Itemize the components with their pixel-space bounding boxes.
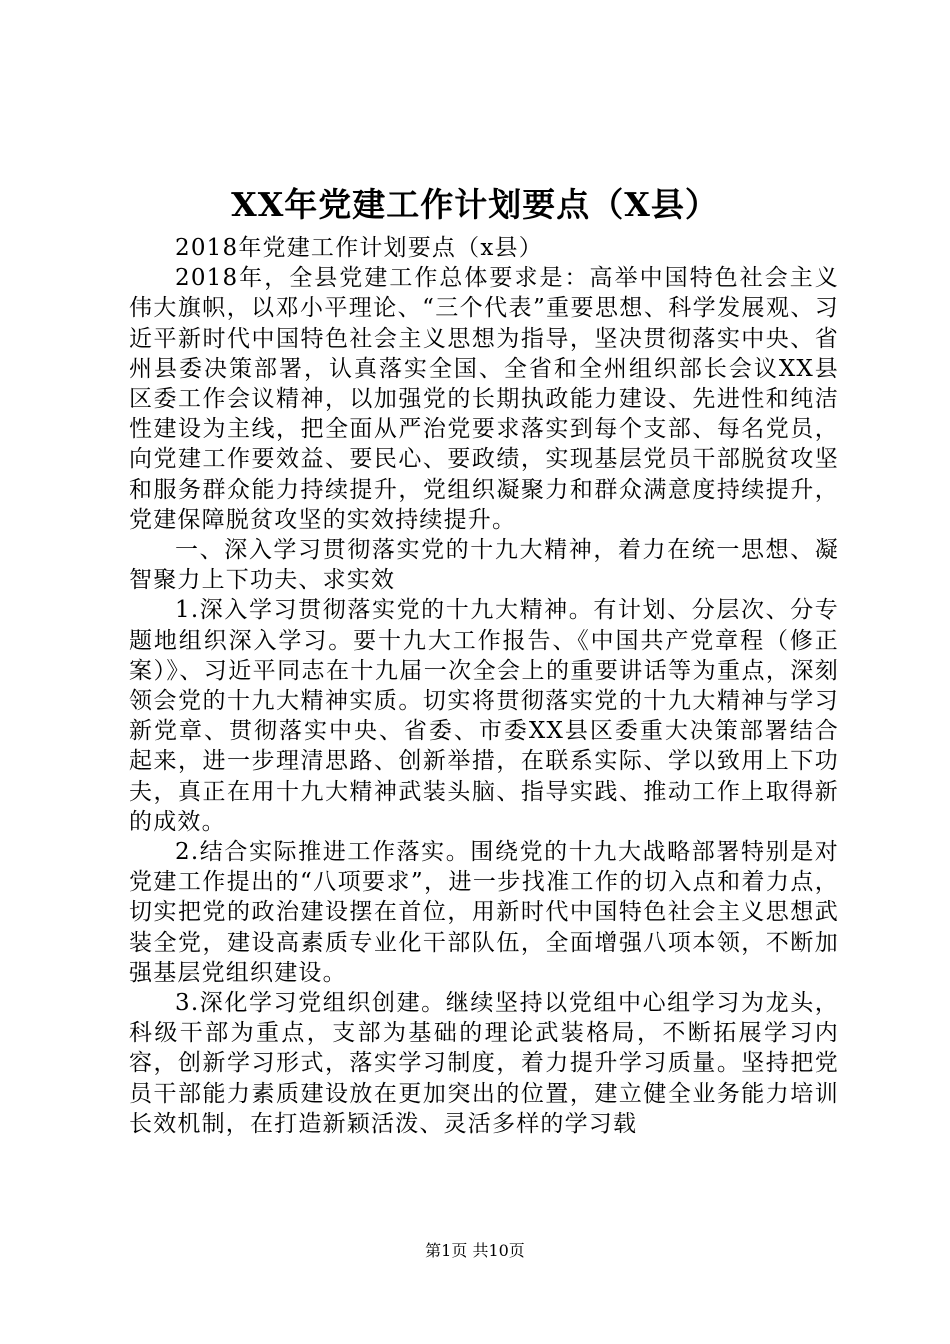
paragraph-section-1-heading: 一、深入学习贯彻落实党的十九大精神，着力在统一思想、凝智聚力上下功夫、求实效	[129, 537, 839, 594]
document-body	[129, 233, 839, 1139]
paragraph-subtitle: 2018年党建工作计划要点（x县）	[175, 235, 543, 261]
paragraph-item-3: 3.深化学习党组织创建。继续坚持以党组中心组学习为龙头，科级干部为重点，支部为基础的理论武装格局，不断拓展学习内容，创新学习形式，落实学习制度，着力提升学习质量。坚持把党员干部能力素质建设放在更加突出的位置，建立健全业务能力培训长效机制，在打造新颖活泼、灵活多样的学习载	[129, 990, 839, 1137]
document-title: XX年党建工作计划要点（X县）	[231, 185, 719, 224]
page-footer	[0, 1240, 950, 1262]
paragraph-overview: 2018年，全县党建工作总体要求是：高举中国特色社会主义伟大旗帜，以邓小平理论、“三个代表”重要思想、科学发展观、习近平新时代中国特色社会主义思想为指导，坚决贯彻落实中央、省州县委决策部署，认真落实全国、全省和全州组织部长会议XX县区委工作会议精神，以加强党的长期执政能力建设、先进性和纯洁性建设为主线，把全面从严治党要求落实到每个支部、每名党员，向党建工作要效益、要民心、要政绩，实现基层党员干部脱贫攻坚和服务群众能力持续提升，党组织凝聚力和群众满意度持续提升，党建保障脱贫攻坚的实效持续提升。	[129, 265, 839, 533]
paragraph-item-1: 1.深入学习贯彻落实党的十九大精神。有计划、分层次、分专题地组织深入学习。要十九大工作报告、《中国共产党章程（修正案）》、习近平同志在十九届一次全会上的重要讲话等为重点，深刻领会党的十九大精神实质。切实将贯彻落实党的十九大精神与学习新党章、贯彻落实中央、省委、市委XX县区委重大决策部署结合起来，进一步理清思路、创新举措，在联系实际、学以致用上下功夫，真正在用十九大精神武装头脑、指导实践、推动工作上取得新的成效。	[129, 597, 839, 835]
paragraph-item-2: 2.结合实际推进工作落实。围绕党的十九大战略部署特别是对党建工作提出的“八项要求”，进一步找准工作的切入点和着力点，切实把党的政治建设摆在首位，用新时代中国特色社会主义思想武装全党，建设高素质专业化干部队伍，全面增强八项本领，不断加强基层党组织建设。	[129, 839, 839, 986]
page-number: 第1页 共10页	[425, 1241, 525, 1260]
